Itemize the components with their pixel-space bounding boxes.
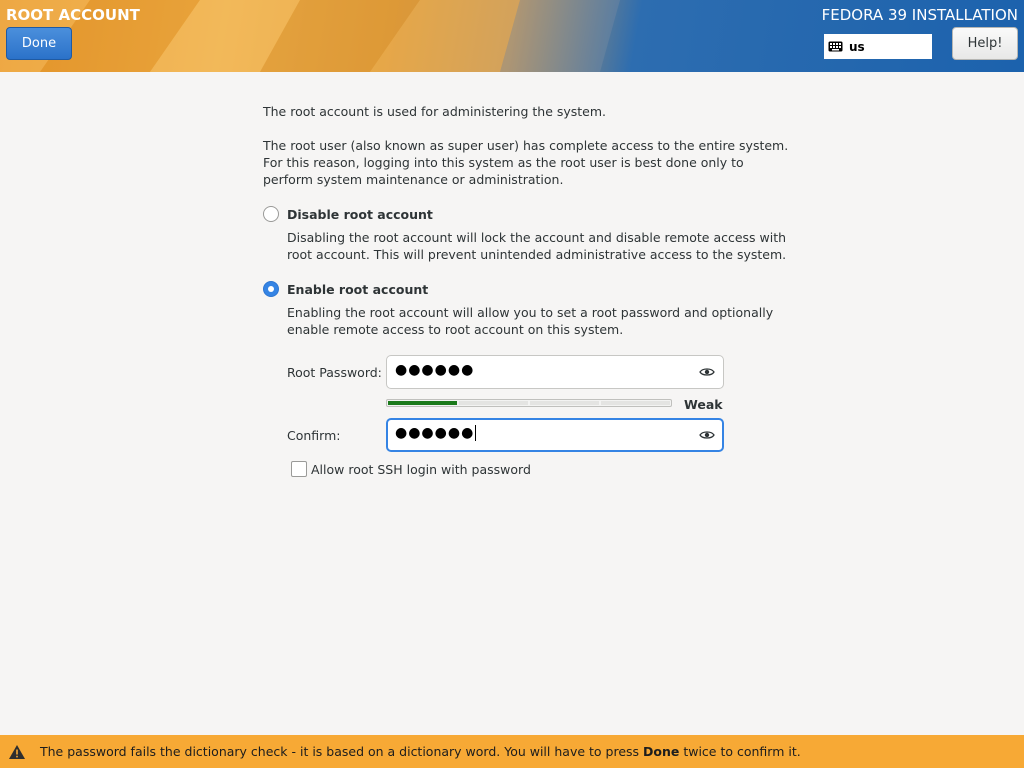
root-password-field[interactable] — [386, 355, 724, 389]
text-cursor — [475, 425, 476, 441]
password-strength-label: Weak — [684, 397, 723, 412]
disable-root-description-line-2: root account. This will prevent unintended administrative access to the system. — [287, 247, 787, 262]
intro-paragraph-line-2: For this reason, logging into this system as the root user is best done only to — [263, 155, 744, 170]
strength-segment — [388, 401, 457, 405]
allow-root-ssh-label[interactable]: Allow root SSH login with password — [311, 462, 531, 477]
warning-message: The password fails the dictionary check - it is based on a dictionary word. You will have to press Done twice to confirm it. — [40, 744, 801, 759]
confirm-password-value: ●●●●●● — [395, 425, 475, 441]
root-password-label: Root Password: — [287, 365, 382, 380]
keyboard-layout-indicator[interactable] — [824, 34, 932, 59]
confirm-password-field[interactable] — [386, 418, 724, 452]
keyboard-icon — [828, 41, 843, 52]
enable-root-label[interactable]: Enable root account — [287, 282, 429, 297]
disable-root-label[interactable]: Disable root account — [287, 207, 433, 222]
password-strength-meter — [386, 399, 672, 407]
strength-segment — [459, 401, 528, 405]
confirm-password-label: Confirm: — [287, 428, 341, 443]
disable-root-description-line-1: Disabling the root account will lock the account and disable remote access with — [287, 230, 787, 245]
page-title: ROOT ACCOUNT — [6, 6, 140, 24]
header-bar — [0, 0, 1024, 72]
show-password-icon[interactable] — [699, 365, 715, 379]
intro-paragraph-line-3: perform system maintenance or administration. — [263, 172, 564, 187]
warning-bar[interactable] — [0, 735, 1024, 768]
enable-root-radio[interactable] — [263, 281, 279, 297]
keyboard-layout-label: us — [849, 39, 865, 54]
help-button[interactable]: Help! — [952, 27, 1018, 60]
enable-root-description-line-2: enable remote access to root account on this system. — [287, 322, 624, 337]
allow-root-ssh-checkbox[interactable] — [291, 461, 307, 477]
intro-text: The root account is used for administering the system. — [263, 104, 607, 119]
intro-paragraph-line-1: The root user (also known as super user) has complete access to the entire system. — [263, 138, 789, 153]
strength-segment — [601, 401, 670, 405]
installation-title: FEDORA 39 INSTALLATION — [821, 6, 1018, 24]
root-password-value: ●●●●●● — [395, 362, 475, 378]
strength-segment — [530, 401, 599, 405]
show-confirm-password-icon[interactable] — [699, 428, 715, 442]
enable-root-description-line-1: Enabling the root account will allow you to set a root password and optionally — [287, 305, 774, 320]
done-button[interactable]: Done — [6, 27, 72, 60]
warning-icon — [8, 744, 26, 760]
disable-root-radio[interactable] — [263, 206, 279, 222]
